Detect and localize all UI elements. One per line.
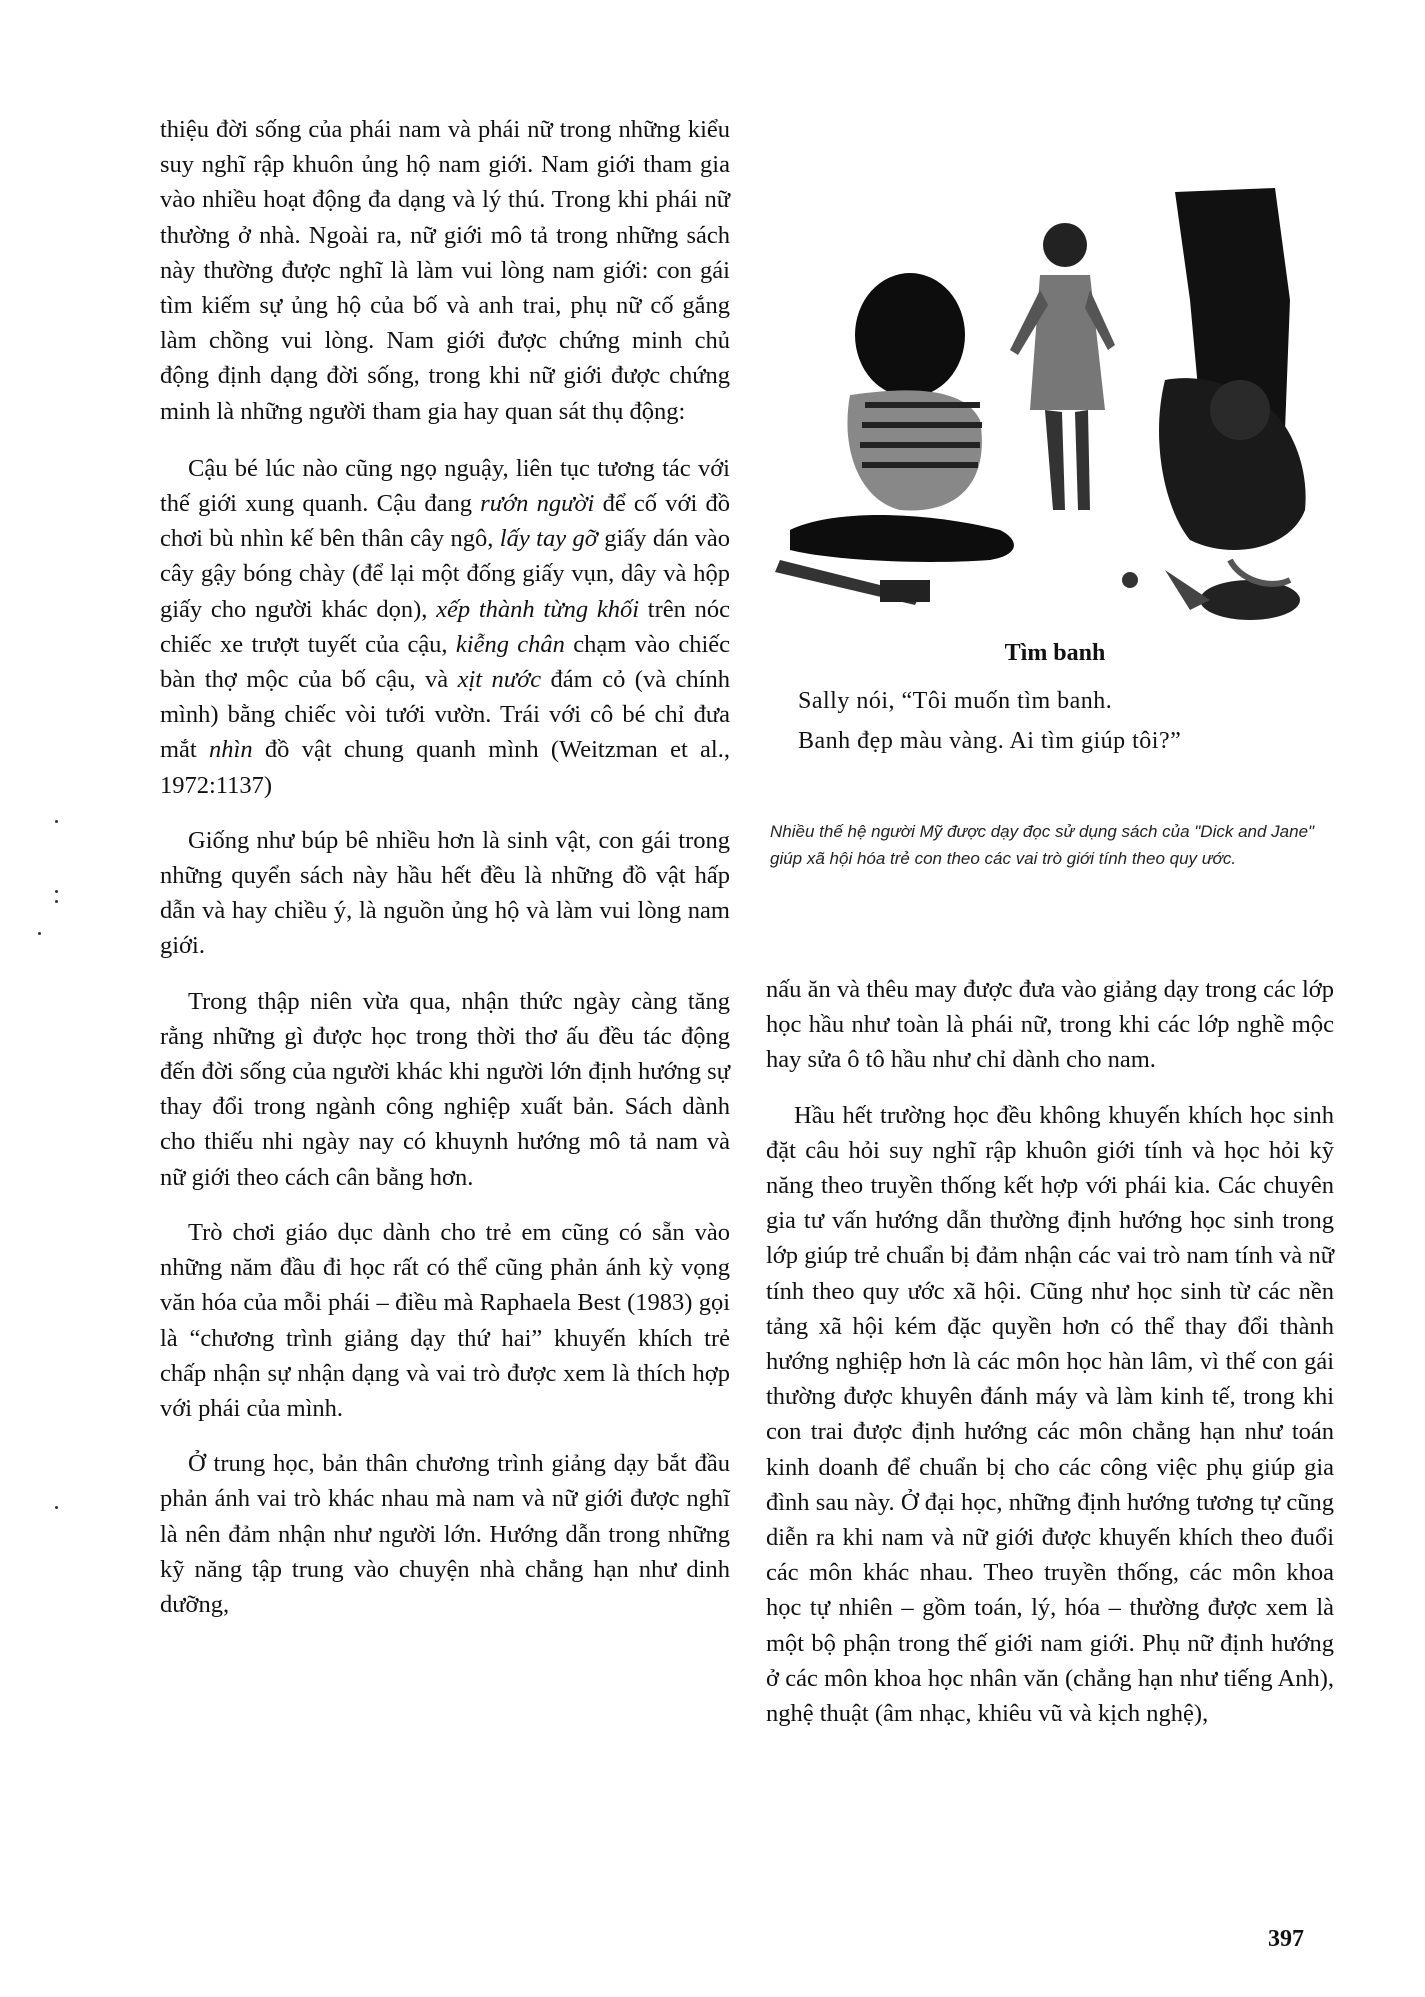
page-number: 397 xyxy=(1268,1926,1304,1952)
block-quote xyxy=(160,451,730,803)
quote-text: trên nóc chiếc xe trượt tuyết của cậu, xyxy=(160,595,730,658)
paragraph: Trò chơi giáo dục dành cho trẻ em cũng có sẵn vào những năm đầu đi học rất có thể cũng phản ánh kỳ vọng văn hóa của mỗi phái – điều mà Raphaela Best (1983) gọi là “chương trình giảng dạy thứ hai” khuyến khích trẻ chấp nhận sự nhận dạng và vai trò được xem là thích hợp với phái của mình. xyxy=(160,1218,730,1422)
scan-mark xyxy=(55,820,58,823)
right-text-column xyxy=(766,972,1334,1751)
quote-text: chạm vào chiếc bàn thợ mộc của bố cậu, và xyxy=(160,630,730,694)
story-title: Tìm banh xyxy=(1004,640,1106,666)
paragraph: Hầu hết trường học đều không khuyến khích học sinh đặt câu hỏi suy nghĩ rập khuôn giới tính và học hỏi kỹ năng theo truyền thống kết hợp với phái kia. Các chuyên gia tư vấn hướng dẫn thường định hướng học sinh trong lớp giúp trẻ chuẩn bị đảm nhận các vai trò nam tính và nữ tính theo quy ước xã hội. Cũng như học sinh từ các nền tảng xã hội kém đặc quyền hơn có thể thay đổi thành hướng nghiệp hơn là các môn học hàn lâm, vì thế con gái thường được khuyên đánh máy và làm kinh tế, trong khi con trai được định hướng các môn chẳng hạn như toán kinh doanh để chuẩn bị cho các công việc phụ giúp gia đình sau này. Ở đại học, những định hướng tương tự cũng diễn ra khi nam và nữ giới được khuyến khích theo đuổi các môn khác nhau. Theo truyền thống, các môn khoa học tự nhiên – gồm toán, lý, hóa – thường được xem là một bộ phận trong thế giới nam giới. Phụ nữ định hướng ở các môn khoa học nhân văn (chẳng hạn như tiếng Anh), nghệ thuật (âm nhạc, khiêu vũ và kịch nghệ), xyxy=(766,1101,1334,1728)
quote-emphasis: kiễng chân xyxy=(455,630,565,658)
paragraph: Trong thập niên vừa qua, nhận thức ngày càng tăng rằng những gì được học trong thời thơ ấu đều tác động đến đời sống của người khác khi người lớn định hướng sự thay đổi trong ngành công nghiệp xuất bản. Sách dành cho thiếu nhi ngày nay có khuynh hướng mô tả nam và nữ giới theo cách cân bằng hơn. xyxy=(160,987,730,1191)
quote-emphasis: nhìn xyxy=(209,736,253,764)
quote-emphasis: rướn người xyxy=(480,490,595,518)
scan-mark xyxy=(38,932,41,935)
scan-mark xyxy=(55,1506,58,1509)
quote-text: giấy dán vào cây gậy bóng chày (để lại một đống giấy vụn, dây và hộp giấy cho người khác dọn), xyxy=(160,525,730,623)
paragraph-intro: thiệu đời sống của phái nam và phái nữ trong những kiểu suy nghĩ rập khuôn ủng hộ nam giới. Nam giới tham gia vào nhiều hoạt động đa dạng và lý thú. Trong khi phái nữ thường ở nhà. Ngoài ra, nữ giới mô tả trong những sách này thường được nghĩ là làm vui lòng nam giới: con gái tìm kiếm sự ủng hộ của bố và anh trai, phụ nữ cố gắng làm chồng vui lòng. Nam giới được chứng minh chủ động định dạng đời sống, trong khi nữ giới được chứng minh là những người tham gia hay quan sát thụ động: xyxy=(160,116,730,425)
scan-mark xyxy=(55,890,58,893)
quote-emphasis: xịt nước xyxy=(457,666,542,694)
paragraph: nấu ăn và thêu may được đưa vào giảng dạy trong các lớp học hầu như toàn là phái nữ, trong khi các lớp nghề mộc hay sửa ô tô hầu như chỉ dành cho nam. xyxy=(766,976,1334,1074)
dick-and-jane-illustration xyxy=(770,180,1340,620)
quote-text: đám cỏ (và chính mình) bằng chiếc vòi tưới vườn. Trái với cô bé chỉ đưa mắt xyxy=(160,666,730,764)
paragraph: Ở trung học, bản thân chương trình giảng dạy bắt đầu phản ánh vai trò khác nhau mà nam và nữ giới được nghĩ là nên đảm nhận như người lớn. Hướng dẫn trong những kỹ năng tập trung vào chuyện nhà chẳng hạn như dinh dưỡng, xyxy=(160,1450,730,1618)
story-text xyxy=(770,640,1340,761)
paragraph: Giống như búp bê nhiều hơn là sinh vật, con gái trong những quyển sách này hầu hết đều là những đồ vật hấp dẫn và hay chiều ý, là nguồn ủng hộ và làm vui lòng nam giới. xyxy=(160,826,730,960)
story-line: Sally nói, “Tôi muốn tìm banh. xyxy=(798,688,1113,714)
quote-emphasis: xếp thành từng khối xyxy=(436,595,640,623)
quote-text: để cố với đồ chơi bù nhìn kế bên thân cây ngô, xyxy=(160,490,731,553)
scan-mark xyxy=(55,900,58,903)
quote-emphasis: lấy tay gỡ xyxy=(499,525,598,553)
left-text-column xyxy=(160,112,730,1642)
quote-text: đồ vật chung quanh mình (Weitzman et al., 1972:1137) xyxy=(160,736,730,799)
figure-caption: Nhiều thế hệ người Mỹ được dạy đọc sử dụng sách của "Dick and Jane" giúp xã hội hóa trẻ con theo các vai trò giới tính theo quy ước. xyxy=(770,822,1315,868)
story-line: Banh đẹp màu vàng. Ai tìm giúp tôi?” xyxy=(798,728,1182,754)
quote-text: Cậu bé lúc nào cũng ngọ nguậy, liên tục tương tác với thế giới xung quanh. Cậu đang xyxy=(160,454,730,518)
